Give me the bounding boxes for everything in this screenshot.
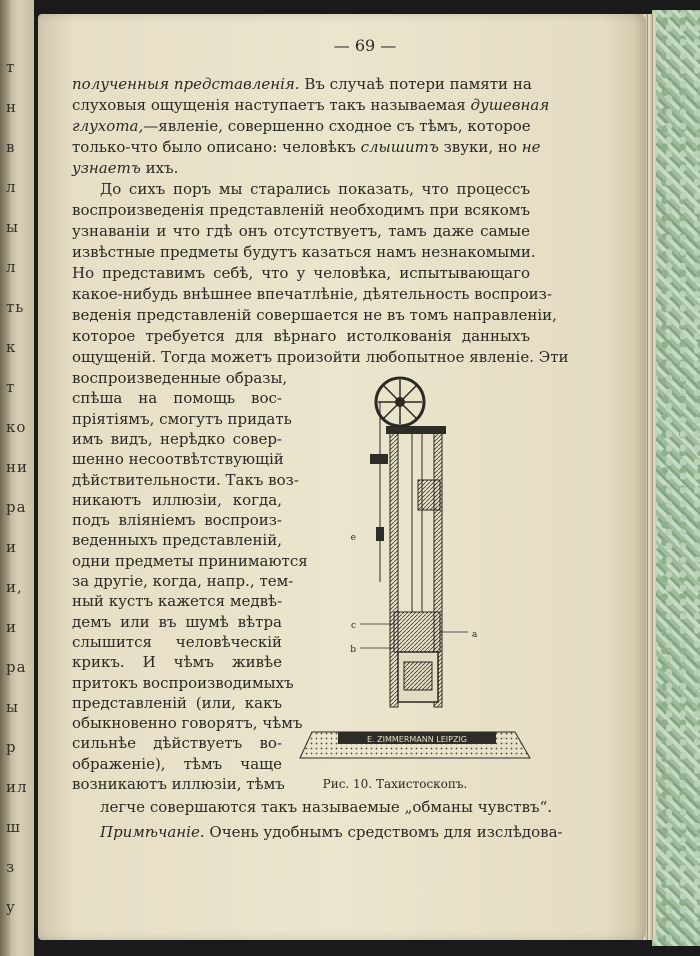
italic-term: Примѣчаніе. bbox=[100, 823, 205, 841]
left-page-fragment: т bbox=[6, 378, 16, 396]
column-text-line: демъ или въ шумѣ вѣтра bbox=[72, 612, 282, 631]
column-text-line: воспроизведенные образы, bbox=[72, 369, 288, 387]
left-page-fragment: р bbox=[6, 738, 17, 756]
page-number: — 69 — bbox=[333, 36, 397, 55]
text-line bbox=[72, 305, 557, 325]
column-text-line: имъ видъ, нерѣдко совер- bbox=[72, 429, 282, 448]
column-text-line: дѣйствительности. Такъ воз- bbox=[72, 470, 299, 489]
italic-term: не bbox=[521, 138, 541, 156]
italic-term: узнаетъ bbox=[72, 159, 141, 177]
text-line bbox=[72, 221, 530, 241]
label-a: a bbox=[472, 630, 478, 640]
manufacturer-plate: E. ZIMMERMANN LEIPZIG bbox=[366, 735, 468, 744]
book-cover-edge bbox=[652, 10, 700, 946]
column-text-line: представленій (или, какъ bbox=[72, 693, 282, 712]
column-text-line: обыкновенно говорятъ, чѣмъ bbox=[72, 714, 303, 733]
label-c: c bbox=[350, 621, 356, 631]
left-page-fragment: у bbox=[6, 898, 16, 916]
line-text: Въ случаѣ потери памяти на bbox=[299, 75, 532, 93]
text-line bbox=[72, 263, 530, 283]
left-page-fragment: ра bbox=[6, 498, 27, 516]
left-page-fragment: ть bbox=[6, 298, 25, 316]
column-text-line: шенно несоотвѣтствующій bbox=[72, 450, 284, 469]
pulley-wheel bbox=[376, 378, 424, 426]
left-page-fragment: н bbox=[6, 98, 17, 116]
line-text: узнаваніи и что гдѣ онъ отсутствуетъ, тамъ даже самые bbox=[72, 222, 530, 240]
base-platform bbox=[300, 732, 530, 758]
text-line bbox=[72, 242, 536, 262]
column-text-line: веденныхъ представленій, bbox=[72, 531, 282, 550]
left-page-fragment: к bbox=[6, 338, 17, 356]
column-text-line: возникаютъ иллюзіи, тѣмъ bbox=[72, 775, 285, 793]
column-text-line: спѣша на помощь вос- bbox=[72, 389, 282, 408]
left-page-fragment: л bbox=[6, 178, 17, 196]
line-text: Очень удобнымъ средствомъ для изслѣдова- bbox=[204, 823, 563, 841]
left-page-fragment: з bbox=[6, 858, 16, 876]
text-line bbox=[72, 326, 530, 346]
left-page-fragment: ни bbox=[6, 458, 28, 476]
left-page-fragment: ш bbox=[6, 818, 21, 836]
screen-box bbox=[394, 612, 440, 702]
line-text: До сихъ поръ мы старались показать, что процессъ bbox=[100, 180, 530, 198]
label-e: e bbox=[350, 533, 356, 543]
column-text-line: ный кустъ кажется медвѣ- bbox=[72, 592, 283, 611]
column-text-line: сильнѣе дѣйствуетъ во- bbox=[72, 734, 282, 753]
line-text: ощущеній. Тогда можетъ произойти любопытное явленіе. Эти bbox=[72, 348, 569, 366]
line-text: веденія представленій совершается не въ томъ направленіи, bbox=[72, 306, 557, 324]
column-text-line: крикъ. И чѣмъ живѣе bbox=[72, 653, 282, 672]
left-page-fragment: т bbox=[6, 58, 16, 76]
column-text-line: за другіе, когда, напр., тем- bbox=[72, 572, 294, 590]
text-line bbox=[100, 822, 563, 842]
text-line bbox=[72, 284, 552, 304]
left-page-fragment: ил bbox=[6, 778, 28, 796]
left-page-fragment: ко bbox=[6, 418, 27, 436]
line-text: воспроизведенія представленій необходимъ при всякомъ bbox=[72, 201, 530, 219]
text-line bbox=[72, 200, 530, 220]
left-page-edge bbox=[0, 0, 34, 956]
column-text-line: никаютъ иллюзіи, когда, bbox=[72, 490, 282, 509]
text-line bbox=[72, 116, 530, 136]
left-page-fragment: в bbox=[6, 138, 16, 156]
label-b: b bbox=[350, 645, 356, 655]
column-text-line: подъ вліяніемъ воспроиз- bbox=[72, 511, 282, 530]
italic-term: слышитъ bbox=[360, 138, 439, 156]
line-text: какое-нибудь внѣшнее впечатлѣніе, дѣятельность воспроиз- bbox=[72, 285, 552, 303]
column-text-line: ображеніе), тѣмъ чаще bbox=[72, 754, 282, 773]
text-line: легче совершаются такъ называемые „обманы чувствъ“. bbox=[100, 798, 553, 816]
text-line bbox=[72, 74, 530, 94]
left-page-fragment: ра bbox=[6, 658, 27, 676]
figure-caption: Рис. 10. Тахистоскопъ. bbox=[322, 777, 468, 791]
italic-term: душевная bbox=[470, 96, 550, 114]
figure-tachistoscope bbox=[290, 362, 540, 782]
left-page-fragment: л bbox=[6, 258, 17, 276]
line-text: слуховыя ощущенія наступаетъ такъ называемая bbox=[72, 96, 471, 114]
line-text: Но представимъ себѣ, что у человѣка, испытывающаго bbox=[72, 264, 530, 282]
column-text-line: одни предметы принимаются bbox=[72, 551, 308, 570]
line-text: ихъ. bbox=[140, 159, 179, 177]
left-page-fragment: и, bbox=[6, 578, 23, 596]
left-page-fragment: и bbox=[6, 538, 17, 556]
left-page-fragment: ы bbox=[6, 218, 19, 236]
text-line bbox=[72, 137, 541, 157]
text-line bbox=[100, 179, 530, 199]
text-line bbox=[72, 158, 530, 178]
italic-term: глухота, bbox=[72, 117, 144, 135]
line-text: —явленіе, совершенно сходное съ тѣмъ, которое bbox=[143, 117, 531, 135]
left-page-fragment: ы bbox=[6, 698, 19, 716]
column-text-line: пріятіямъ, смогутъ придать bbox=[72, 409, 292, 428]
line-text: звуки, но bbox=[438, 138, 522, 156]
line-text: которое требуется для вѣрнаго истолкованія данныхъ bbox=[72, 327, 530, 345]
text-line bbox=[72, 95, 550, 115]
tachistoscope-illustration bbox=[290, 362, 540, 782]
line-text: извѣстные предметы будутъ казаться намъ незнакомыми. bbox=[72, 243, 536, 261]
column-text-line: притокъ воспроизводимыхъ bbox=[72, 673, 294, 692]
italic-term: полученныя представленія. bbox=[72, 75, 300, 93]
line-text: только-что было описано: человѣкъ bbox=[72, 138, 361, 156]
left-page-fragment: и bbox=[6, 618, 17, 636]
column-text-line: слышится человѣческій bbox=[72, 632, 282, 651]
